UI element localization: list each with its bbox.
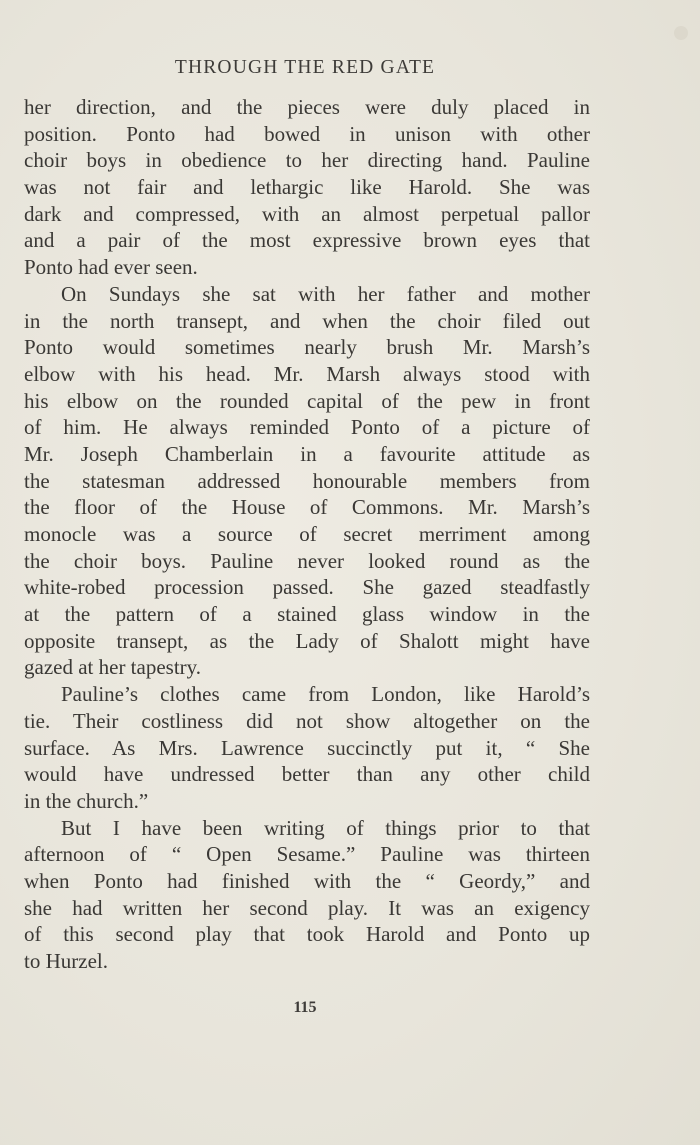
text-line: tie. Their costliness did not show altogether on the [24,708,590,733]
text-line: was not fair and lethargic like Harold. She was [24,175,590,200]
text-line: of this second play that took Harold and Ponto up [24,922,590,947]
text-line: choir boys in obedience to her directing hand. Pauline [24,148,590,173]
text-line: On Sundays she sat with her father and mother [61,281,590,306]
text-line: Pauline’s clothes came from London, like Harold’s [61,682,590,707]
text-line: to Hurzel. [24,949,108,973]
text-line: she had written her second play. It was an exigency [24,895,590,920]
text-line: the choir boys. Pauline never looked round as the [24,548,590,573]
text-line: his elbow on the rounded capital of the pew in front [24,388,590,413]
text-line: opposite transept, as the Lady of Shalott might have [24,628,590,653]
text-line: at the pattern of a stained glass window in the [24,602,590,627]
running-head: THROUGH THE RED GATE [174,57,436,78]
text-line: Ponto would sometimes nearly brush Mr. Marsh’s [24,335,590,360]
text-line: would have undressed better than any other child [24,762,590,787]
page-number: 115 [293,999,317,1016]
text-line: Ponto had ever seen. [24,255,198,280]
text-line: Mr. Joseph Chamberlain in a favourite attitude as [24,441,590,466]
text-line: position. Ponto had bowed in unison with other [24,121,590,146]
text-line: dark and compressed, with an almost perpetual pallor [24,201,590,226]
paper-stain [674,26,688,40]
text-line: when Ponto had finished with the “ Geordy,” and [24,868,590,893]
text-line: and a pair of the most expressive brown eyes that [24,228,590,253]
text-line: gazed at her tapestry. [24,655,202,680]
text-line: her direction, and the pieces were duly placed in [24,95,590,119]
text-line: surface. As Mrs. Lawrence succinctly put it, “ She [24,735,590,760]
text-line: monocle was a source of secret merriment among [24,522,590,546]
text-line: of him. He always reminded Ponto of a picture of [24,415,590,440]
body-text [24,94,590,975]
text-line: in the church.” [24,788,149,813]
text-line: white-robed procession passed. She gazed steadfastly [24,575,590,600]
text-line: afternoon of “ Open Sesame.” Pauline was thirteen [24,842,590,867]
text-line: the floor of the House of Commons. Mr. Marsh’s [24,495,590,520]
text-line: But I have been writing of things prior to that [61,815,590,840]
text-line: in the north transept, and when the choir filed out [24,308,590,333]
text-line: elbow with his head. Mr. Marsh always stood with [24,361,590,386]
text-line: the statesman addressed honourable members from [24,468,590,493]
